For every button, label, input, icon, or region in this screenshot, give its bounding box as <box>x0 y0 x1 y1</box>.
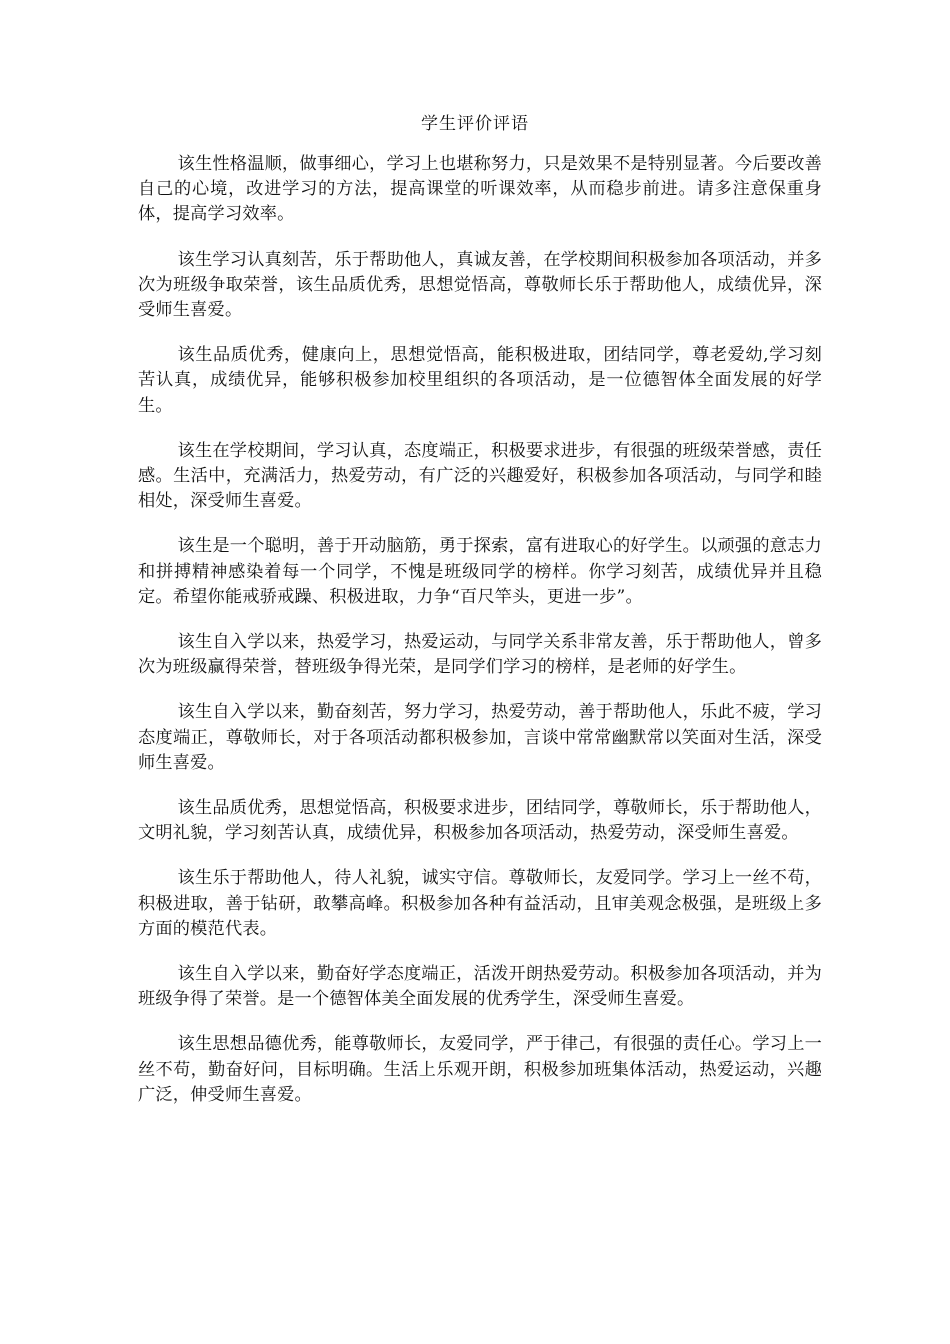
comment-paragraph-4: 该生在学校期间，学习认真，态度端正，积极要求进步，有很强的班级荣誉感，责任感。生活中，充满活力，热爱劳动，有广泛的兴趣爱好，积极参加各项活动，与同学和睦相处，深受师生喜爱。 <box>138 440 822 512</box>
comment-paragraph-7: 该生自入学以来，勤奋刻苦，努力学习，热爱劳动，善于帮助他人，乐此不疲，学习态度端正，尊敬师长，对于各项活动都积极参加，言谈中常常幽默常以笑面对生活，深受师生喜爱。 <box>138 702 822 773</box>
comment-paragraph-6: 该生自入学以来，热爱学习，热爱运动，与同学关系非常友善，乐于帮助他人，曾多次为班级赢得荣誉，替班级争得光荣，是同学们学习的榜样，是老师的好学生。 <box>138 632 822 678</box>
comment-paragraph-5: 该生是一个聪明，善于开动脑筋，勇于探索，富有进取心的好学生。以顽强的意志力和拼搏精神感染着每一个同学，不愧是班级同学的榜样。你学习刻苦，成绩优异并且稳定。希望你能戒骄戒躁、积极进取，力争“百尺竿头，更进一步”。 <box>138 536 822 607</box>
document-body <box>138 152 822 1128</box>
comment-paragraph-1: 该生性格温顺，做事细心，学习上也堪称努力，只是效果不是特别显著。今后要改善自己的心境，改进学习的方法，提高课堂的听课效率，从而稳步前进。请多注意保重身体，提高学习效率。 <box>138 154 822 225</box>
comment-paragraph-8: 该生品质优秀，思想觉悟高，积极要求进步，团结同学，尊敬师长，乐于帮助他人，文明礼貌，学习刻苦认真，成绩优异，积极参加各项活动，热爱劳动，深受师生喜爱。 <box>138 798 822 844</box>
comment-paragraph-9: 该生乐于帮助他人，待人礼貌，诚实守信。尊敬师长，友爱同学。学习上一丝不苟，积极进取，善于钻研，敢攀高峰。积极参加各种有益活动，且审美观念极强，是班级上多方面的模范代表。 <box>138 868 822 939</box>
document-title: 学生评价评语 <box>421 114 529 134</box>
comment-paragraph-10: 该生自入学以来，勤奋好学态度端正，活泼开朗热爱劳动。积极参加各项活动，并为班级争得了荣誉。是一个德智体美全面发展的优秀学生，深受师生喜爱。 <box>138 964 822 1010</box>
comment-paragraph-11: 该生思想品德优秀，能尊敬师长，友爱同学，严于律己，有很强的责任心。学习上一丝不苟，勤奋好问，目标明确。生活上乐观开朗，积极参加班集体活动，热爱运动，兴趣广泛，伸受师生喜爱。 <box>138 1034 822 1105</box>
comment-paragraph-2: 该生学习认真刻苦，乐于帮助他人，真诚友善，在学校期间积极参加各项活动，并多次为班级争取荣誉，该生品质优秀，思想觉悟高，尊敬师长乐于帮助他人，成绩优异，深受师生喜爱。 <box>138 249 822 321</box>
comment-paragraph-3: 该生品质优秀，健康向上，思想觉悟高，能积极进取，团结同学，尊老爱幼,学习刻苦认真，成绩优异，能够积极参加校里组织的各项活动，是一位德智体全面发展的好学生。 <box>138 345 822 416</box>
